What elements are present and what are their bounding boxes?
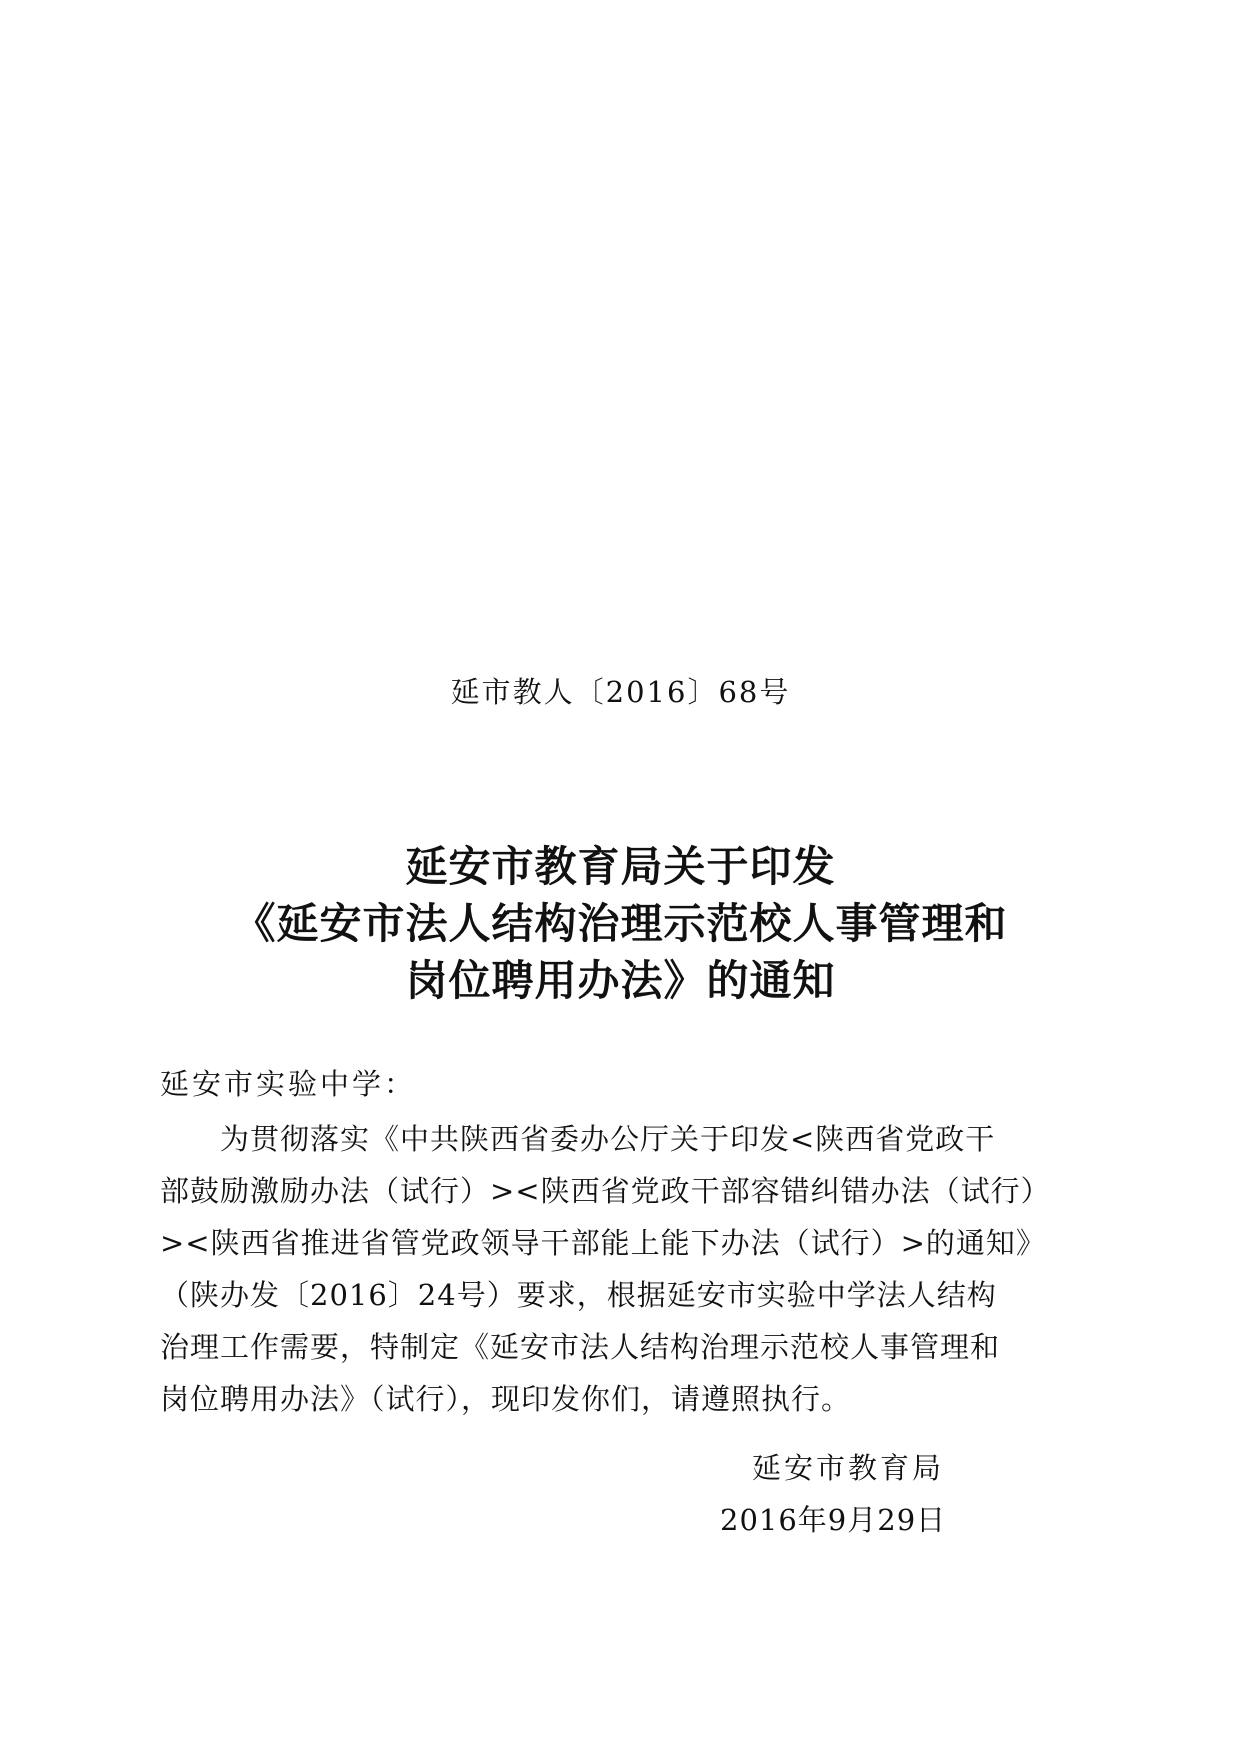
- body-line: （陕办发〔2016〕24号）要求，根据延安市实验中学法人结构: [160, 1278, 997, 1312]
- title-line: 《延安市法人结构治理示范校人事管理和: [233, 899, 1008, 948]
- issuing-authority: 延安市教育局: [752, 1451, 945, 1485]
- body-line: 岗位聘用办法》（试行），现印发你们，请遵照执行。: [160, 1382, 852, 1416]
- body-line: 治理工作需要，特制定《延安市法人结构治理示范校人事管理和: [160, 1330, 1001, 1364]
- salutation: 延安市实验中学：: [160, 1067, 417, 1101]
- body-line: 部鼓励激励办法（试行）><陕西省党政干部容错纠错办法（试行）: [160, 1174, 1051, 1208]
- title-line: 岗位聘用办法》的通知: [405, 956, 836, 1005]
- document-title: [0, 838, 1241, 1009]
- body-paragraph: [160, 1113, 1080, 1425]
- document-number: 延市教人〔2016〕68号: [450, 675, 791, 709]
- issue-date: 2016年9月29日: [720, 1503, 947, 1537]
- body-line: 为贯彻落实《中共陕西省委办公厅关于印发<陕西省党政干: [160, 1122, 996, 1156]
- body-line: ><陕西省推进省管党政领导干部能上能下办法（试行）>的通知》: [160, 1226, 1046, 1260]
- title-line: 延安市教育局关于印发: [405, 842, 836, 891]
